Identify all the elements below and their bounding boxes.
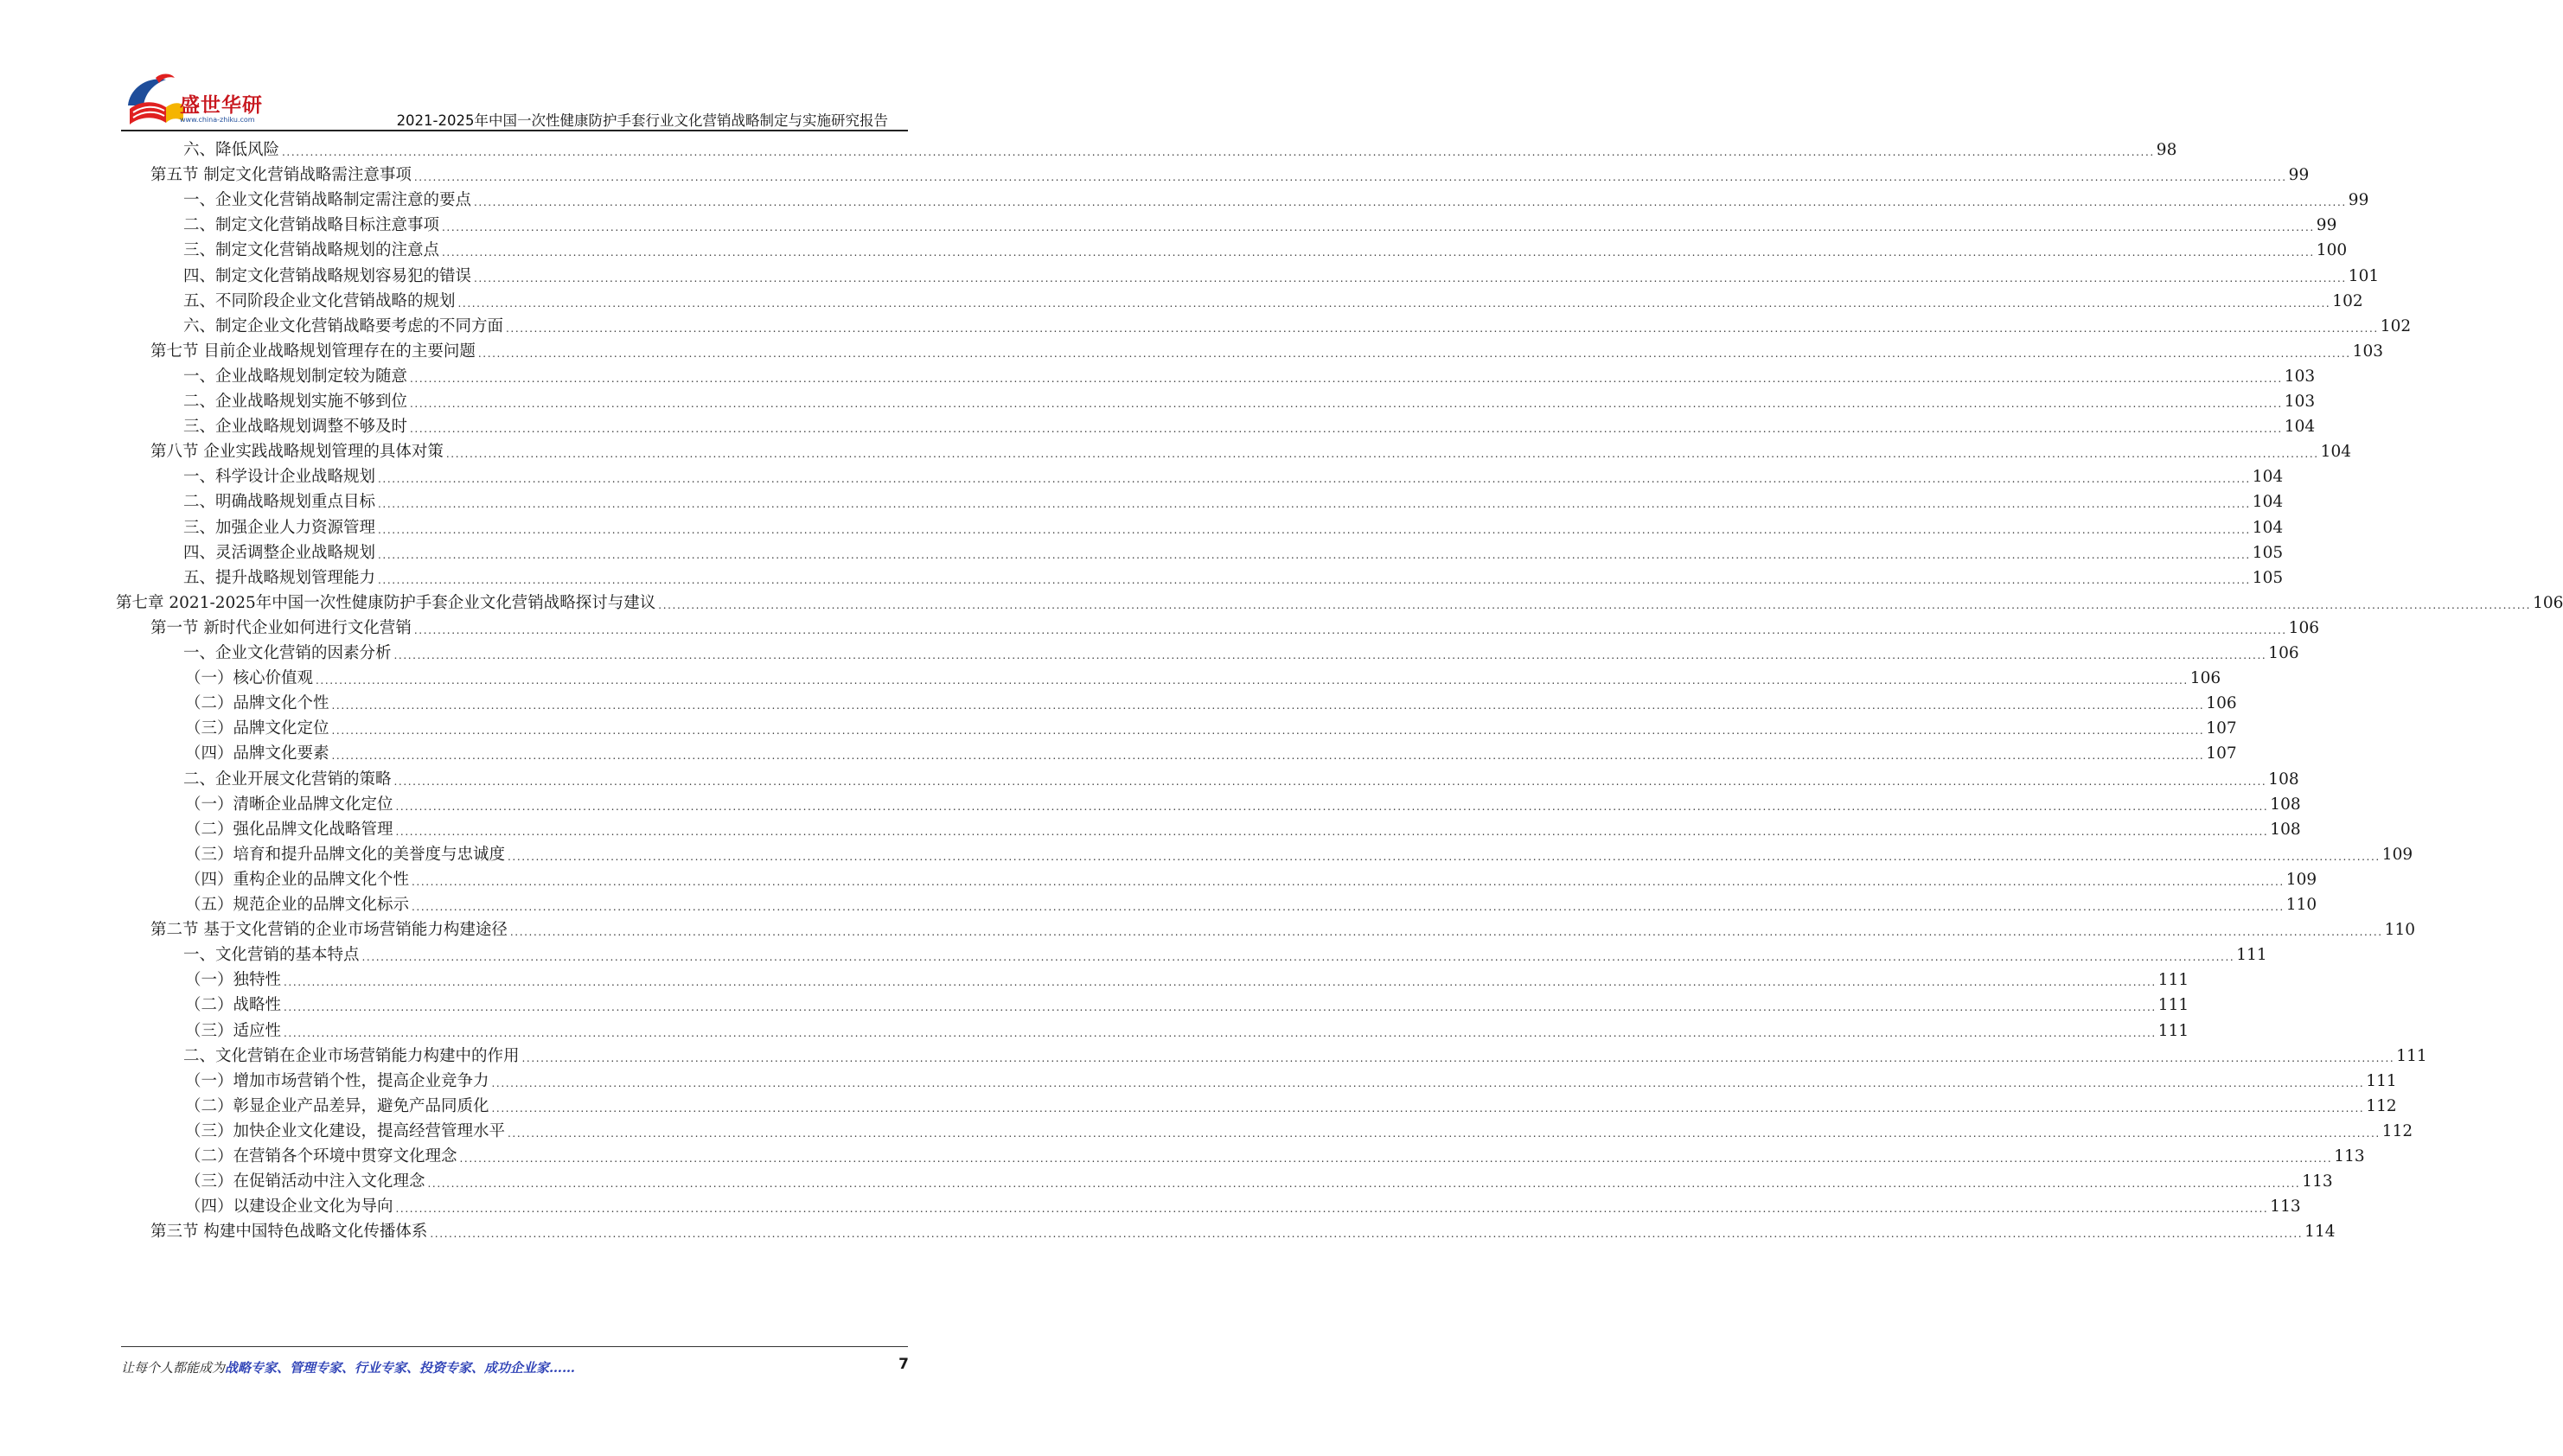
brand-name: 盛世华研 [180,94,263,117]
toc-entry-label: 第三节 构建中国特色战略文化传播体系 [150,1223,428,1242]
toc-leader-dots: ................................................................................................................................................................................................................................................................................................................................................................................................................ [395,1203,2269,1216]
toc-entry-label: （一）核心价值观 [185,669,314,688]
toc-entry-page: 106 [2533,593,2563,612]
toc-entry-page: 107 [2206,744,2237,763]
toc-leader-dots: ................................................................................................................................................................................................................................................................................................................................................................................................................ [413,171,2287,184]
toc-entry-label: （一）独特性 [185,971,282,990]
toc-entry-label: （三）品牌文化定位 [185,719,329,738]
toc-leader-dots: ................................................................................................................................................................................................................................................................................................................................................................................................................ [506,322,2379,335]
toc-leader-dots: ................................................................................................................................................................................................................................................................................................................................................................................................................ [282,146,2155,158]
toc-entry-label: （二）品牌文化个性 [185,694,329,713]
toc-entry-page: 111 [2157,971,2189,990]
toc-entry-label: 四、制定文化营销战略规划容易犯的错误 [183,266,472,285]
footer-divider [121,1346,908,1347]
toc-entry-label: 二、制定文化营销战略目标注意事项 [183,216,440,235]
toc-leader-dots: ................................................................................................................................................................................................................................................................................................................................................................................................................ [509,926,2383,939]
toc-entry-label: （四）以建设企业文化为导向 [185,1197,393,1217]
toc-entry-page: 109 [2381,845,2413,864]
footer-slogan [121,1358,575,1376]
toc-entry-page: 101 [2348,266,2380,285]
toc-entry[interactable] [150,916,2415,943]
toc-leader-dots: ................................................................................................................................................................................................................................................................................................................................................................................................................ [378,548,2251,561]
toc-leader-dots: ................................................................................................................................................................................................................................................................................................................................................................................................................ [395,800,2269,813]
toc-entry-page: 99 [2288,166,2310,185]
toc-entry[interactable] [185,1168,2333,1195]
toc-leader-dots: ................................................................................................................................................................................................................................................................................................................................................................................................................ [284,1026,2157,1039]
toc-entry-label: 三、加强企业人力资源管理 [183,518,376,537]
toc-entry[interactable] [185,841,2413,868]
toc-entry-page: 113 [2334,1147,2365,1165]
toc-entry-label: 六、降低风险 [183,141,280,159]
toc-entry-page: 111 [2366,1071,2397,1090]
toc-entry-label: （五）规范企业的品牌文化标示 [185,896,410,914]
toc-entry-label: 第五节 制定文化营销战略需注意事项 [150,166,412,185]
toc-entry-label: （一）清晰企业品牌文化定位 [185,795,393,814]
toc-entry[interactable] [185,665,2221,692]
toc-leader-dots: ................................................................................................................................................................................................................................................................................................................................................................................................................ [474,271,2347,284]
toc-entry-page: 108 [2268,770,2299,789]
toc-entry-page: 107 [2206,719,2237,738]
toc-entry-label: （四）品牌文化要素 [185,744,329,763]
toc-entry-label: 五、不同阶段企业文化营销战略的规划 [183,291,456,310]
toc-entry[interactable] [185,866,2317,893]
toc-entry-page: 104 [2252,468,2284,487]
toc-entry-page: 109 [2285,870,2317,889]
toc-entry-page: 102 [2380,316,2412,335]
toc-entry-label: （三）培育和提升品牌文化的美誉度与忠诚度 [185,845,506,864]
toc-entry[interactable] [185,1143,2365,1170]
toc-entry[interactable] [183,640,2299,667]
toc-entry-page: 113 [2270,1197,2301,1217]
toc-leader-dots: ................................................................................................................................................................................................................................................................................................................................................................................................................ [508,1127,2381,1140]
toc-leader-dots: ................................................................................................................................................................................................................................................................................................................................................................................................................ [331,725,2205,738]
toc-entry[interactable] [183,137,2177,163]
toc-leader-dots: ................................................................................................................................................................................................................................................................................................................................................................................................................ [427,1178,2301,1191]
toc-leader-dots: ................................................................................................................................................................................................................................................................................................................................................................................................................ [412,875,2285,888]
toc-entry[interactable] [183,237,2348,264]
toc-entry-page: 106 [2268,644,2299,662]
toc-leader-dots: ................................................................................................................................................................................................................................................................................................................................................................................................................ [457,297,2331,310]
toc-entry[interactable] [183,212,2337,239]
toc-leader-dots: ................................................................................................................................................................................................................................................................................................................................................................................................................ [361,951,2235,964]
toc-entry-page: 100 [2316,241,2348,260]
toc-entry-label: 第二节 基于文化营销的企业市场营销能力构建途径 [150,921,508,940]
toc-leader-dots: ................................................................................................................................................................................................................................................................................................................................................................................................................ [316,674,2189,687]
toc-leader-dots: ................................................................................................................................................................................................................................................................................................................................................................................................................ [393,649,2267,661]
toc-entry-label: 五、提升战略规划管理能力 [183,568,376,587]
toc-entry[interactable] [185,1068,2397,1095]
toc-leader-dots: ................................................................................................................................................................................................................................................................................................................................................................................................................ [378,573,2251,586]
toc-entry-page: 111 [2157,1021,2189,1040]
toc-leader-dots: ................................................................................................................................................................................................................................................................................................................................................................................................................ [331,699,2205,712]
toc-entry-label: 六、制定企业文化营销战略要考虑的不同方面 [183,316,504,335]
toc-entry-page: 112 [2366,1096,2397,1115]
toc-leader-dots: ................................................................................................................................................................................................................................................................................................................................................................................................................ [508,850,2381,863]
toc-entry[interactable] [183,1043,2427,1070]
toc-entry[interactable] [183,263,2380,290]
toc-leader-dots: ................................................................................................................................................................................................................................................................................................................................................................................................................ [491,1076,2365,1089]
toc-entry-label: 第七节 目前企业战略规划管理存在的主要问题 [150,342,476,361]
toc-entry-label: 一、文化营销的基本特点 [183,946,360,965]
toc-leader-dots: ................................................................................................................................................................................................................................................................................................................................................................................................................ [477,347,2351,360]
toc-entry-page: 111 [2396,1046,2427,1065]
toc-entry-page: 112 [2381,1121,2413,1140]
brand-url: www.china-zhiku.com [180,116,255,124]
toc-leader-dots: ................................................................................................................................................................................................................................................................................................................................................................................................................ [658,598,2532,611]
toc-leader-dots: ................................................................................................................................................................................................................................................................................................................................................................................................................ [413,623,2287,636]
toc-entry[interactable] [185,1193,2301,1220]
toc-leader-dots: ................................................................................................................................................................................................................................................................................................................................................................................................................ [445,448,2319,461]
toc-entry[interactable] [185,791,2301,818]
toc-entry[interactable] [150,1218,2336,1245]
toc-leader-dots: ................................................................................................................................................................................................................................................................................................................................................................................................................ [410,398,2283,410]
toc-leader-dots: ................................................................................................................................................................................................................................................................................................................................................................................................................ [442,221,2315,234]
footer-slogan-prefix: 让每个人都能成为 [121,1360,226,1376]
toc-entry[interactable] [183,413,2316,440]
toc-leader-dots: ................................................................................................................................................................................................................................................................................................................................................................................................................ [491,1102,2365,1114]
toc-entry-page: 104 [2252,493,2284,512]
toc-entry-label: （四）重构企业的品牌文化个性 [185,870,410,889]
toc-entry[interactable] [185,740,2237,767]
toc-entry[interactable] [185,1118,2413,1145]
toc-entry-page: 99 [2348,191,2369,210]
toc-entry-label: 第八节 企业实践战略规划管理的具体对策 [150,443,444,462]
toc-leader-dots: ................................................................................................................................................................................................................................................................................................................................................................................................................ [378,523,2251,536]
toc-leader-dots: ................................................................................................................................................................................................................................................................................................................................................................................................................ [393,775,2267,788]
toc-entry-page: 108 [2270,795,2301,814]
toc-entry-label: 二、文化营销在企业市场营销能力构建中的作用 [183,1046,520,1065]
toc-entry-label: 一、科学设计企业战略规划 [183,468,376,487]
toc-entry[interactable] [183,313,2412,340]
toc-entry[interactable] [185,967,2189,993]
toc-entry[interactable] [185,690,2237,717]
toc-entry-label: （二）彰显企业产品差异，避免产品同质化 [185,1096,489,1115]
toc-leader-dots: ................................................................................................................................................................................................................................................................................................................................................................................................................ [410,423,2283,436]
toc-entry-label: 二、企业开展文化营销的策略 [183,770,392,789]
toc-entry[interactable] [183,489,2284,515]
toc-entry-label: 一、企业文化营销战略制定需注意的要点 [183,191,472,210]
toc-entry-page: 103 [2284,393,2316,411]
toc-entry-page: 113 [2302,1172,2333,1191]
toc-leader-dots: ................................................................................................................................................................................................................................................................................................................................................................................................................ [521,1051,2395,1064]
toc-entry[interactable] [183,187,2369,214]
toc-entry-label: 第一节 新时代企业如何进行文化营销 [150,618,412,637]
toc-entry-page: 98 [2156,141,2177,159]
toc-entry[interactable] [185,992,2189,1019]
toc-leader-dots: ................................................................................................................................................................................................................................................................................................................................................................................................................ [442,246,2315,259]
toc-entry-label: （二）强化品牌文化战略管理 [185,820,393,839]
toc-entry-page: 106 [2206,694,2237,713]
toc-entry-label: 四、灵活调整企业战略规划 [183,543,376,562]
footer-slogan-highlight: 战略专家、管理专家、行业专家、投资专家、成功企业家…… [225,1360,576,1376]
toc-entry-page: 105 [2252,568,2284,587]
toc-entry-page: 104 [2252,518,2284,537]
toc-entry[interactable] [150,338,2383,365]
toc-entry-page: 105 [2252,543,2284,562]
toc-entry-label: （三）在促销活动中注入文化理念 [185,1172,425,1191]
toc-entry[interactable] [183,463,2284,490]
page-number: 7 [898,1356,909,1373]
toc-leader-dots: ................................................................................................................................................................................................................................................................................................................................................................................................................ [459,1153,2333,1165]
toc-entry-page: 102 [2332,291,2363,310]
toc-entry[interactable] [185,1093,2397,1120]
toc-entry-label: 一、企业文化营销的因素分析 [183,644,392,662]
toc-entry-page: 103 [2284,367,2316,386]
toc-entry[interactable] [185,715,2237,742]
toc-entry[interactable] [183,942,2267,968]
report-title: 2021-2025年中国一次性健康防护手套行业文化营销战略制定与实施研究报告 [396,112,888,129]
toc-entry[interactable] [150,162,2310,188]
toc-entry-label: 三、企业战略规划调整不够及时 [183,418,408,437]
toc-entry[interactable] [183,766,2299,793]
toc-leader-dots: ................................................................................................................................................................................................................................................................................................................................................................................................................ [410,372,2283,385]
toc-entry[interactable] [183,388,2316,415]
toc-entry-label: 二、明确战略规划重点目标 [183,493,376,512]
toc-entry[interactable] [183,363,2316,390]
toc-entry-page: 111 [2157,996,2189,1015]
toc-entry[interactable] [185,891,2317,918]
toc-entry-page: 104 [2284,418,2316,437]
toc-entry[interactable] [183,288,2363,315]
toc-entry-page: 103 [2352,342,2383,361]
toc-leader-dots: ................................................................................................................................................................................................................................................................................................................................................................................................................ [395,825,2269,838]
toc-entry[interactable] [116,590,2563,616]
toc-entry[interactable] [183,514,2284,541]
toc-entry[interactable] [185,1018,2189,1044]
toc-entry-label: 二、企业战略规划实施不够到位 [183,393,408,411]
page-header [0,0,1030,138]
toc-entry-page: 110 [2285,896,2317,914]
toc-leader-dots: ................................................................................................................................................................................................................................................................................................................................................................................................................ [430,1228,2304,1241]
toc-entry-page: 110 [2384,921,2415,940]
toc-entry-page: 108 [2270,820,2301,839]
header-divider [121,130,908,131]
toc-leader-dots: ................................................................................................................................................................................................................................................................................................................................................................................................................ [378,473,2251,486]
toc-entry-page: 106 [2288,618,2319,637]
toc-entry[interactable] [150,615,2319,642]
toc-entry[interactable] [150,438,2351,465]
toc-entry-label: 第七章 2021-2025年中国一次性健康防护手套企业文化营销战略探讨与建议 [116,593,656,612]
toc-entry-label: （二）在营销各个环境中贯穿文化理念 [185,1147,457,1165]
toc-entry-page: 106 [2189,669,2221,688]
toc-entry-page: 104 [2320,443,2351,462]
toc-entry-page: 111 [2236,946,2267,965]
toc-entry[interactable] [185,816,2301,843]
toc-leader-dots: ................................................................................................................................................................................................................................................................................................................................................................................................................ [474,196,2347,209]
toc-entry-label: （一）增加市场营销个性，提高企业竞争力 [185,1071,489,1090]
toc-entry-page: 114 [2304,1223,2336,1242]
toc-leader-dots: ................................................................................................................................................................................................................................................................................................................................................................................................................ [378,498,2251,511]
toc-entry[interactable] [183,540,2284,566]
toc-leader-dots: ................................................................................................................................................................................................................................................................................................................................................................................................................ [331,750,2205,763]
toc-entry-label: （二）战略性 [185,996,282,1015]
toc-leader-dots: ................................................................................................................................................................................................................................................................................................................................................................................................................ [412,901,2285,913]
toc-entry[interactable] [183,565,2284,591]
toc-leader-dots: ................................................................................................................................................................................................................................................................................................................................................................................................................ [284,976,2157,989]
toc-entry-page: 99 [2316,216,2337,235]
toc-entry-label: 三、制定文化营销战略规划的注意点 [183,241,440,260]
toc-entry-label: （三）加快企业文化建设，提高经营管理水平 [185,1121,506,1140]
toc-leader-dots: ................................................................................................................................................................................................................................................................................................................................................................................................................ [284,1001,2157,1014]
toc-entry-label: （三）适应性 [185,1021,282,1040]
toc-entry-label: 一、企业战略规划制定较为随意 [183,367,408,386]
